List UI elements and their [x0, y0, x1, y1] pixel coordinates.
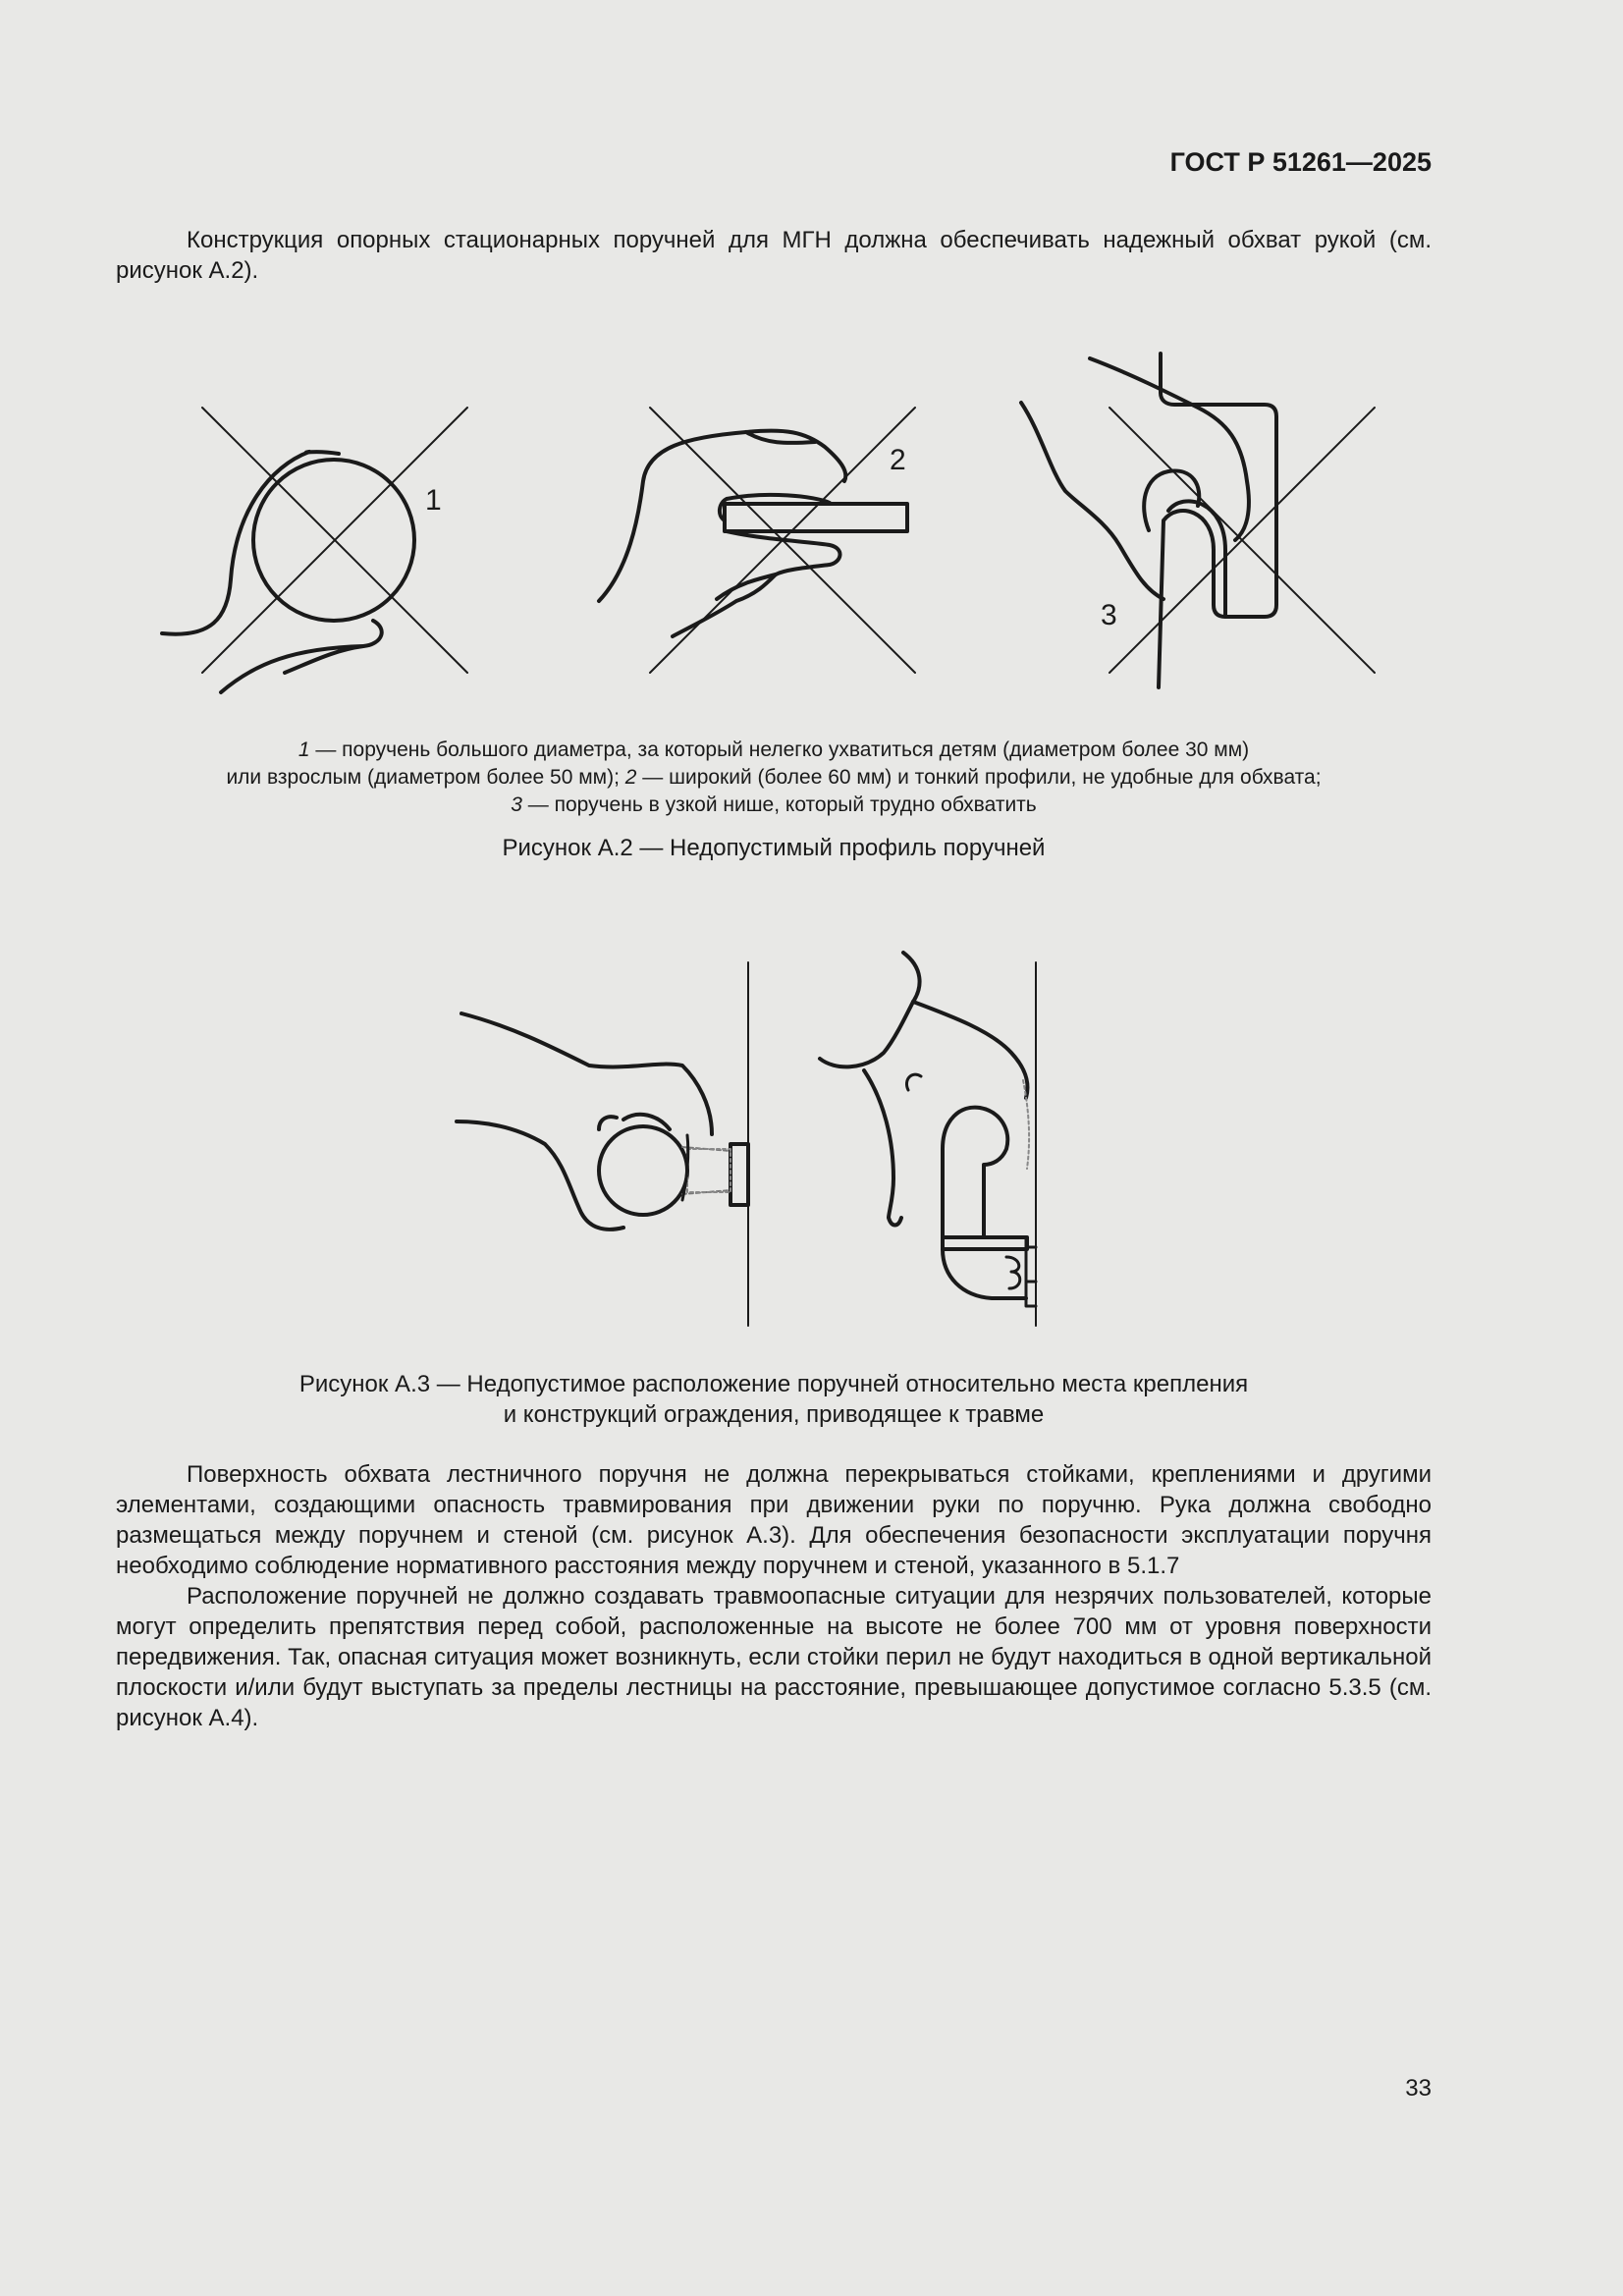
figure-a3 — [442, 943, 1080, 1336]
legend-num-1: 1 — [298, 738, 310, 761]
page-number: 33 — [1405, 2075, 1432, 2102]
legend-line-2 — [116, 764, 1432, 792]
body-paragraph-1: Поверхность обхвата лестничного поручня не должна перекрываться стойками, креплениями и другими элементами, создающими опасность травмирования при движении руки по поручню. Рука должна свободно размещаться между поручнем и стеной (см. рисунок А.3). Для обеспечения безопасности эксплуатации поручня необходимо соблюдение нормативного расстояния между поручнем и стеной, указанного в 5.1.7 — [116, 1461, 1432, 1579]
legend-num-2: 2 — [624, 766, 637, 789]
marker-2: 2 — [890, 444, 906, 476]
marker-1: 1 — [425, 484, 442, 517]
legend-line-1 — [116, 737, 1432, 764]
body-paragraphs — [116, 1459, 1432, 1733]
legend-line-3 — [116, 792, 1432, 819]
marker-3: 3 — [1101, 599, 1117, 631]
figure-a2 — [137, 334, 1414, 697]
panel-right-guard-obstruction — [820, 953, 1036, 1326]
legend-text-3: — поручень в узкой нише, который трудно обхватить — [521, 793, 1037, 816]
figure-a3-caption — [116, 1369, 1432, 1430]
intro-paragraph — [116, 225, 1432, 286]
figure-a3-caption-line-2: и конструкций ограждения, приводящее к травме — [503, 1401, 1045, 1428]
intro-text: Конструкция опорных стационарных поручней для МГН должна обеспечивать надежный обхват рукой (см. рисунок А.2). — [116, 227, 1432, 284]
legend-text-1b: или взрослым (диаметром более 50 мм); — [226, 766, 625, 789]
document-code: ГОСТ Р 51261—2025 — [1169, 147, 1432, 177]
figure-a2-legend — [116, 737, 1432, 819]
panel-left-bracket-obstruction — [457, 962, 748, 1326]
figure-a2-caption: Рисунок А.2 — Недопустимый профиль поручней — [502, 835, 1046, 861]
panel-2-wide-profile — [599, 408, 915, 673]
panel-3-narrow-niche — [1021, 354, 1375, 687]
body-paragraph-2: Расположение поручней не должно создавать травмоопасные ситуации для незрячих пользователей, которые могут определить препятствия перед собой, расположенные на высоте не более 700 мм от уровня поверхности передвижения. Так, опасная ситуация может возникнуть, если стойки перил не будут находиться в одной вертикальной плоскости и/или будут выступать за пределы лестницы на расстояние, превышающее допустимое согласно 5.3.5 (см. рисунок А.4). — [116, 1583, 1432, 1731]
figure-a3-caption-line-1: Рисунок А.3 — Недопустимое расположение поручней относительно места крепления — [298, 1371, 1249, 1397]
legend-num-3: 3 — [511, 793, 522, 816]
legend-text-2: — широкий (более 60 мм) и тонкий профили, не удобные для обхвата; — [636, 766, 1322, 789]
panel-1-large-diameter — [162, 408, 467, 692]
legend-text-1: — поручень большого диаметра, за который нелегко ухватиться детям (диаметром более 30 мм) — [309, 738, 1250, 761]
